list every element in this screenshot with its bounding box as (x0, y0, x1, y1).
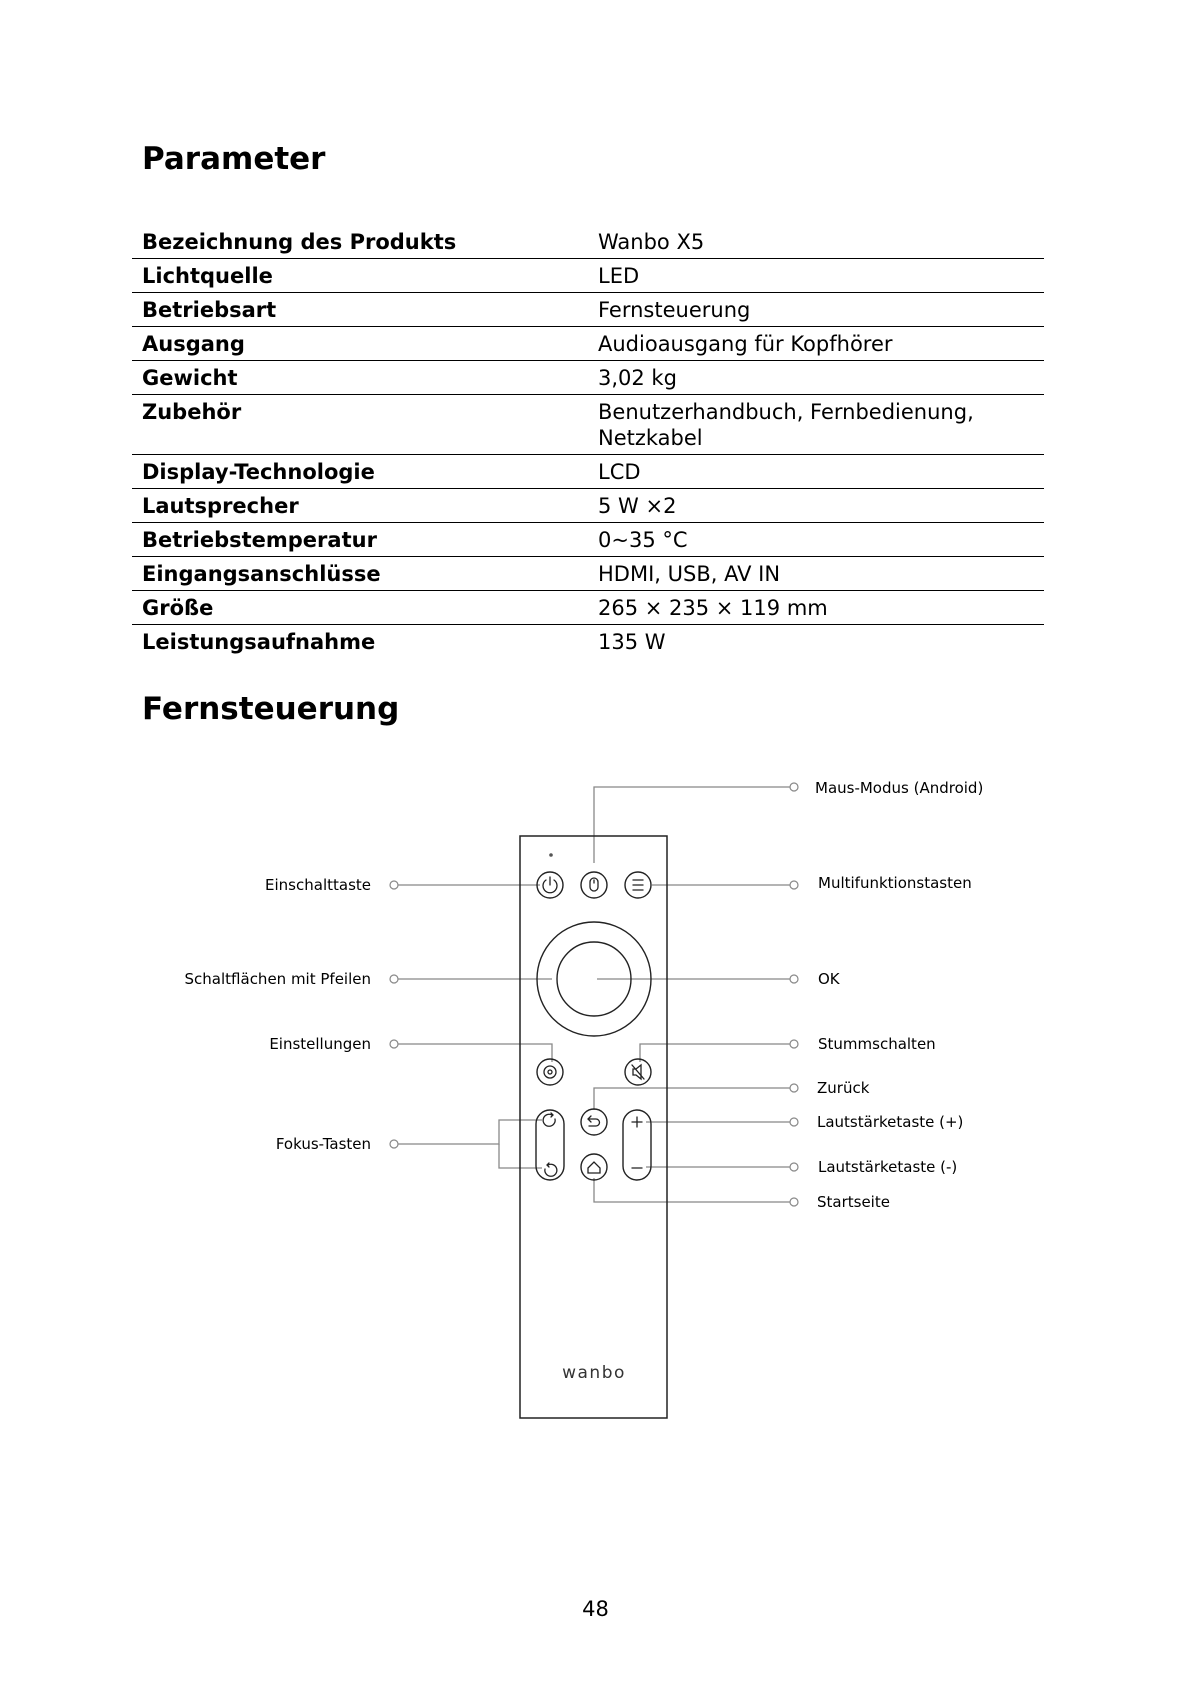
spec-key: Lichtquelle (132, 259, 588, 293)
spec-value: 265 × 235 × 119 mm (588, 591, 1044, 625)
spec-value: Audioausgang für Kopfhörer (588, 327, 1044, 361)
home-icon (588, 1162, 600, 1173)
spec-key: Eingangsanschlüsse (132, 557, 588, 591)
spec-key: Leistungsaufnahme (132, 625, 588, 659)
gear-icon (544, 1066, 556, 1078)
label-arrows: Schaltflächen mit Pfeilen (184, 970, 371, 988)
label-menu: Multifunktionstasten (818, 874, 972, 892)
back-icon (589, 1119, 600, 1126)
spec-row (132, 259, 1044, 293)
spec-key: Betriebsart (132, 293, 588, 327)
label-focus: Fokus-Tasten (275, 1135, 371, 1153)
spec-key: Ausgang (132, 327, 588, 361)
spec-value: Fernsteuerung (588, 293, 1044, 327)
spec-row (132, 523, 1044, 557)
leader-back (594, 1088, 790, 1110)
focus-minus-icon (545, 1164, 557, 1176)
parameters-heading: Parameter (142, 141, 326, 177)
spec-row (132, 489, 1044, 523)
spec-value: 135 W (588, 625, 1044, 659)
remote-diagram (0, 760, 1191, 1440)
spec-row (132, 557, 1044, 591)
spec-row (132, 361, 1044, 395)
brand-logo: wanbo (562, 1363, 626, 1383)
label-mouse: Maus-Modus (Android) (815, 779, 984, 797)
spec-table (132, 225, 1044, 658)
spec-value: LED (588, 259, 1044, 293)
spec-row (132, 625, 1044, 659)
spec-key: Bezeichnung des Produkts (142, 230, 457, 254)
spec-value: LCD (588, 455, 1044, 489)
spec-value: 3,02 kg (588, 361, 1044, 395)
settings-button (537, 1059, 563, 1085)
mouse-button (581, 872, 607, 898)
spec-row (132, 293, 1044, 327)
remote-body (520, 836, 667, 1418)
spec-key: Zubehör (132, 395, 588, 455)
back-button (581, 1109, 607, 1135)
spec-value: HDMI, USB, AV IN (588, 557, 1044, 591)
remote-drawing (0, 760, 1191, 1440)
spec-row (132, 327, 1044, 361)
leader-mouse (594, 787, 790, 863)
label-home: Startseite (817, 1193, 890, 1211)
spec-key: Betriebstemperatur (132, 523, 588, 557)
label-ok: OK (818, 970, 840, 988)
spec-row (132, 225, 1044, 259)
label-settings: Einstellungen (269, 1035, 371, 1053)
spec-key: Display-Technologie (132, 455, 588, 489)
label-volume-up: Lautstärketaste (+) (817, 1113, 964, 1131)
spec-key: Gewicht (132, 361, 588, 395)
remote-heading: Fernsteuerung (142, 691, 400, 727)
spec-row (132, 591, 1044, 625)
focus-plus-icon (543, 1114, 555, 1126)
spec-value: Benutzerhandbuch, Fernbedienung, Netzkabel (588, 395, 1044, 455)
spec-value: 0~35 °C (588, 523, 1044, 557)
leader-mute (640, 1044, 790, 1062)
label-mute: Stummschalten (818, 1035, 936, 1053)
label-volume-down: Lautstärketaste (-) (818, 1158, 958, 1176)
leader-settings (397, 1044, 552, 1062)
spec-value: Wanbo X5 (598, 230, 705, 254)
label-power: Einschalttaste (265, 876, 371, 894)
spec-row (132, 395, 1044, 455)
spec-value: 5 W ×2 (588, 489, 1044, 523)
spec-key: Lautsprecher (132, 489, 588, 523)
spec-row (132, 455, 1044, 489)
home-button (581, 1154, 607, 1180)
leader-home (594, 1178, 790, 1202)
spec-key: Größe (132, 591, 588, 625)
label-back: Zurück (817, 1079, 870, 1097)
page-number: 48 (582, 1597, 609, 1621)
